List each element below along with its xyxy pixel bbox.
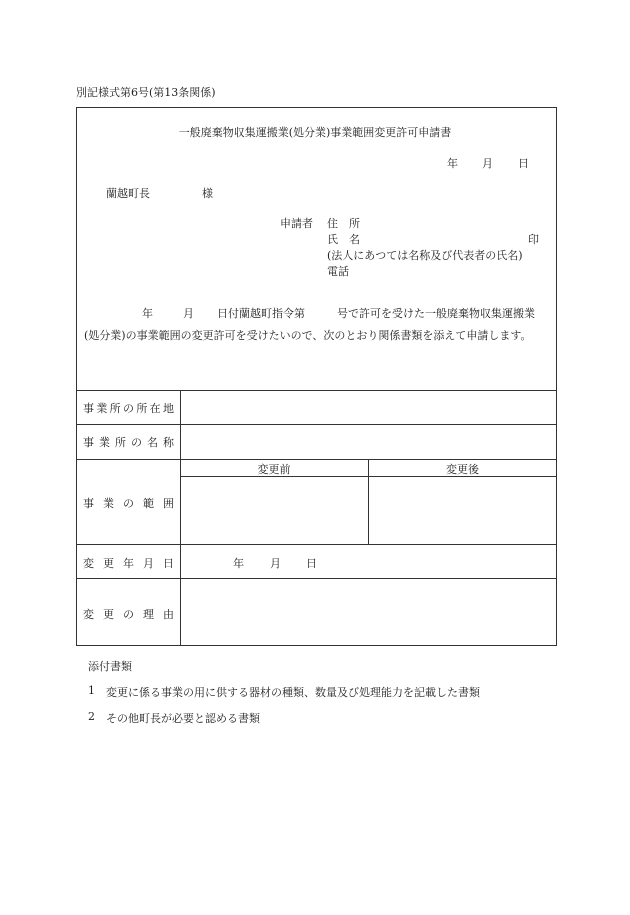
attachments-heading: 添付書類 [88, 660, 132, 673]
office-name-label: 事業所の名称 [83, 436, 174, 449]
office-name-value-field[interactable] [181, 425, 556, 459]
addressee-honorific: 様 [202, 187, 213, 200]
after-change-value-field[interactable] [369, 477, 556, 544]
date-day-label: 日 [518, 157, 529, 170]
statement-segment-1: 日付蘭越町指令第 [217, 307, 305, 320]
change-reason-value-field[interactable] [181, 579, 556, 645]
attachment-number-2: 2 [88, 710, 95, 723]
change-date-day: 日 [306, 557, 317, 570]
corporate-note: (法人にあつては名称及び代表者の氏名) [327, 249, 523, 262]
phone-label: 電話 [327, 265, 349, 278]
business-scope-label: 事業の範囲 [83, 497, 174, 510]
before-change-header: 変更前 [257, 463, 291, 476]
before-change-value-field[interactable] [181, 477, 368, 544]
statement-year: 年 [142, 307, 153, 320]
date-month-label: 月 [482, 157, 493, 170]
location-value-field[interactable] [181, 391, 556, 424]
date-year-label: 年 [447, 157, 458, 170]
after-change-header: 変更後 [446, 463, 479, 476]
statement-segment-2: 号で許可を受けた一般廃棄物収集運搬業(処分業)の事業範囲の変更許可を受けたいので、次のとおり関係書類を添えて申請します。 [84, 307, 535, 342]
address-label: 住 所 [327, 217, 360, 230]
attachment-text-1: 変更に係る事業の用に供する器材の種類、数量及び処理能力を記載した書類 [106, 686, 480, 699]
change-date-year: 年 [233, 557, 244, 570]
statement-month: 月 [183, 307, 194, 320]
applicant-label: 申請者 [280, 217, 313, 230]
location-label: 事業所の所在地 [83, 402, 174, 415]
change-date-label: 変更年月日 [83, 557, 174, 570]
form-title: 一般廃棄物収集運搬業(処分業)事業範囲変更許可申請書 [178, 126, 452, 139]
name-label: 氏 名 [327, 233, 360, 246]
change-reason-label: 変更の理由 [83, 608, 174, 621]
addressee-name: 蘭越町長 [106, 187, 150, 200]
form-reference: 別記様式第6号(第13条関係) [76, 86, 216, 99]
attachment-number-1: 1 [88, 684, 95, 697]
application-statement [84, 303, 550, 346]
attachment-text-2: その他町長が必要と認める書類 [106, 712, 260, 725]
seal-mark: 印 [528, 233, 539, 246]
change-date-month: 月 [270, 557, 281, 570]
